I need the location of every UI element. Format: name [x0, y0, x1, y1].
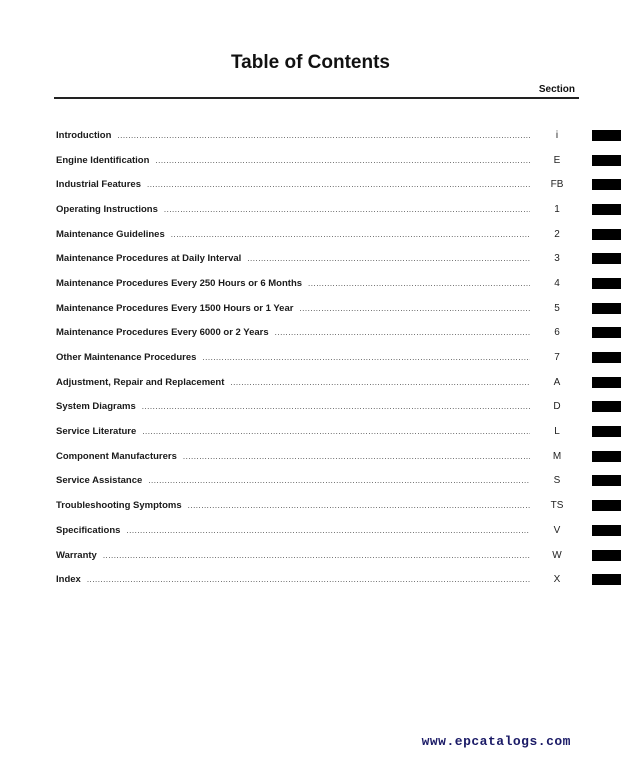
dot-leader — [230, 378, 530, 387]
toc-row[interactable] — [56, 419, 560, 444]
thumb-index-tab — [592, 278, 621, 289]
header-rule — [54, 97, 579, 99]
dot-leader — [142, 402, 530, 411]
toc-section-code: 5 — [554, 302, 560, 314]
toc-entry-label: Other Maintenance Procedures — [56, 352, 197, 364]
thumb-index-tab — [592, 179, 621, 190]
dot-leader — [164, 205, 530, 214]
toc-entry-label: Service Literature — [56, 426, 137, 438]
toc-section-code: 6 — [554, 327, 560, 339]
toc-entry-label: Component Manufacturers — [56, 450, 177, 462]
toc-entry-label: Maintenance Procedures Every 250 Hours or 6 Months — [56, 277, 303, 289]
thumb-index-tab — [592, 204, 621, 215]
toc-section-code: A — [553, 376, 561, 388]
toc-entry-label: Maintenance Procedures Every 6000 or 2 Years — [56, 327, 269, 339]
thumb-index-tab — [592, 525, 621, 536]
dot-leader — [308, 279, 530, 288]
thumb-index-tab — [592, 253, 621, 264]
toc-section-code: L — [554, 426, 560, 438]
toc-row[interactable] — [56, 518, 561, 543]
section-column-header: Section — [538, 84, 575, 95]
toc-row[interactable] — [56, 148, 561, 173]
toc-row[interactable] — [56, 444, 562, 469]
toc-row[interactable] — [56, 197, 560, 222]
toc-row[interactable] — [56, 370, 561, 395]
toc-section-code: 1 — [554, 203, 560, 215]
toc-section-code: 4 — [554, 277, 560, 289]
watermark-url: www.epcatalogs.com — [421, 734, 571, 749]
dot-leader — [171, 230, 530, 239]
toc-row[interactable] — [56, 123, 559, 148]
toc-section-code: 7 — [554, 352, 560, 364]
toc-entry-label: Maintenance Procedures Every 1500 Hours or 1 Year — [56, 302, 294, 314]
dot-leader — [247, 254, 530, 263]
toc-entry-label: Maintenance Guidelines — [56, 228, 165, 240]
dot-leader — [183, 452, 530, 461]
toc-section-code: M — [552, 450, 562, 462]
toc-entry-label: Specifications — [56, 524, 121, 536]
thumb-index-tab — [592, 352, 621, 363]
toc-row[interactable] — [56, 395, 561, 420]
dot-leader — [87, 575, 530, 584]
toc-section-code: S — [553, 475, 561, 487]
toc-entry-label: Maintenance Procedures at Daily Interval — [56, 253, 242, 265]
toc-section-code: 2 — [554, 228, 560, 240]
toc-entry-label: Index — [56, 574, 81, 586]
thumb-index-tab — [592, 229, 621, 240]
toc-section-code: D — [553, 401, 561, 413]
thumb-index-tab — [592, 401, 621, 412]
toc-entry-label: Engine Identification — [56, 154, 150, 166]
page-title: Table of Contents — [230, 52, 391, 73]
thumb-index-tab — [592, 426, 621, 437]
toc-entry-label: System Diagrams — [56, 401, 136, 413]
toc-entry-label: Adjustment, Repair and Replacement — [56, 376, 225, 388]
toc-section-code: FB — [550, 179, 564, 191]
toc-entry-label: Operating Instructions — [56, 203, 158, 215]
thumb-index-tab — [592, 574, 621, 585]
toc-section-code: 3 — [554, 253, 560, 265]
dot-leader — [117, 131, 530, 140]
toc-section-code: V — [553, 524, 561, 536]
toc-row[interactable] — [56, 321, 560, 346]
dot-leader — [142, 427, 530, 436]
toc-entry-label: Introduction — [56, 129, 112, 141]
dot-leader — [155, 156, 530, 165]
toc-row[interactable] — [56, 222, 560, 247]
thumb-index-tab — [592, 475, 621, 486]
toc-row[interactable] — [56, 172, 564, 197]
toc-row[interactable] — [56, 271, 560, 296]
dot-leader — [188, 501, 530, 510]
toc-section-code: W — [552, 549, 562, 561]
toc-row[interactable] — [56, 493, 564, 518]
toc-section-code: TS — [550, 500, 564, 512]
dot-leader — [103, 551, 530, 560]
dot-leader — [275, 328, 530, 337]
toc-row[interactable] — [56, 296, 560, 321]
thumb-index-tab — [592, 303, 621, 314]
toc-entry-label: Warranty — [56, 549, 97, 561]
toc-row[interactable] — [56, 469, 561, 494]
dot-leader — [148, 476, 530, 485]
thumb-index-tab — [592, 155, 621, 166]
toc-entry-label: Service Assistance — [56, 475, 143, 487]
dot-leader — [147, 180, 530, 189]
toc-list — [56, 123, 564, 592]
toc-row[interactable] — [56, 246, 560, 271]
dot-leader — [126, 526, 530, 535]
toc-entry-label: Industrial Features — [56, 179, 141, 191]
toc-row[interactable] — [56, 567, 561, 592]
thumb-index-tab — [592, 327, 621, 338]
thumb-index-tab — [592, 130, 621, 141]
dot-leader — [299, 304, 530, 313]
thumb-index-tab — [592, 500, 621, 511]
thumb-index-tab — [592, 377, 621, 388]
toc-section-code: i — [555, 129, 559, 141]
thumb-index-tab — [592, 550, 621, 561]
toc-row[interactable] — [56, 543, 562, 568]
toc-row[interactable] — [56, 345, 560, 370]
toc-entry-label: Troubleshooting Symptoms — [56, 500, 182, 512]
toc-section-code: X — [553, 574, 561, 586]
dot-leader — [202, 353, 530, 362]
thumb-index-tab — [592, 451, 621, 462]
toc-section-code: E — [553, 154, 561, 166]
